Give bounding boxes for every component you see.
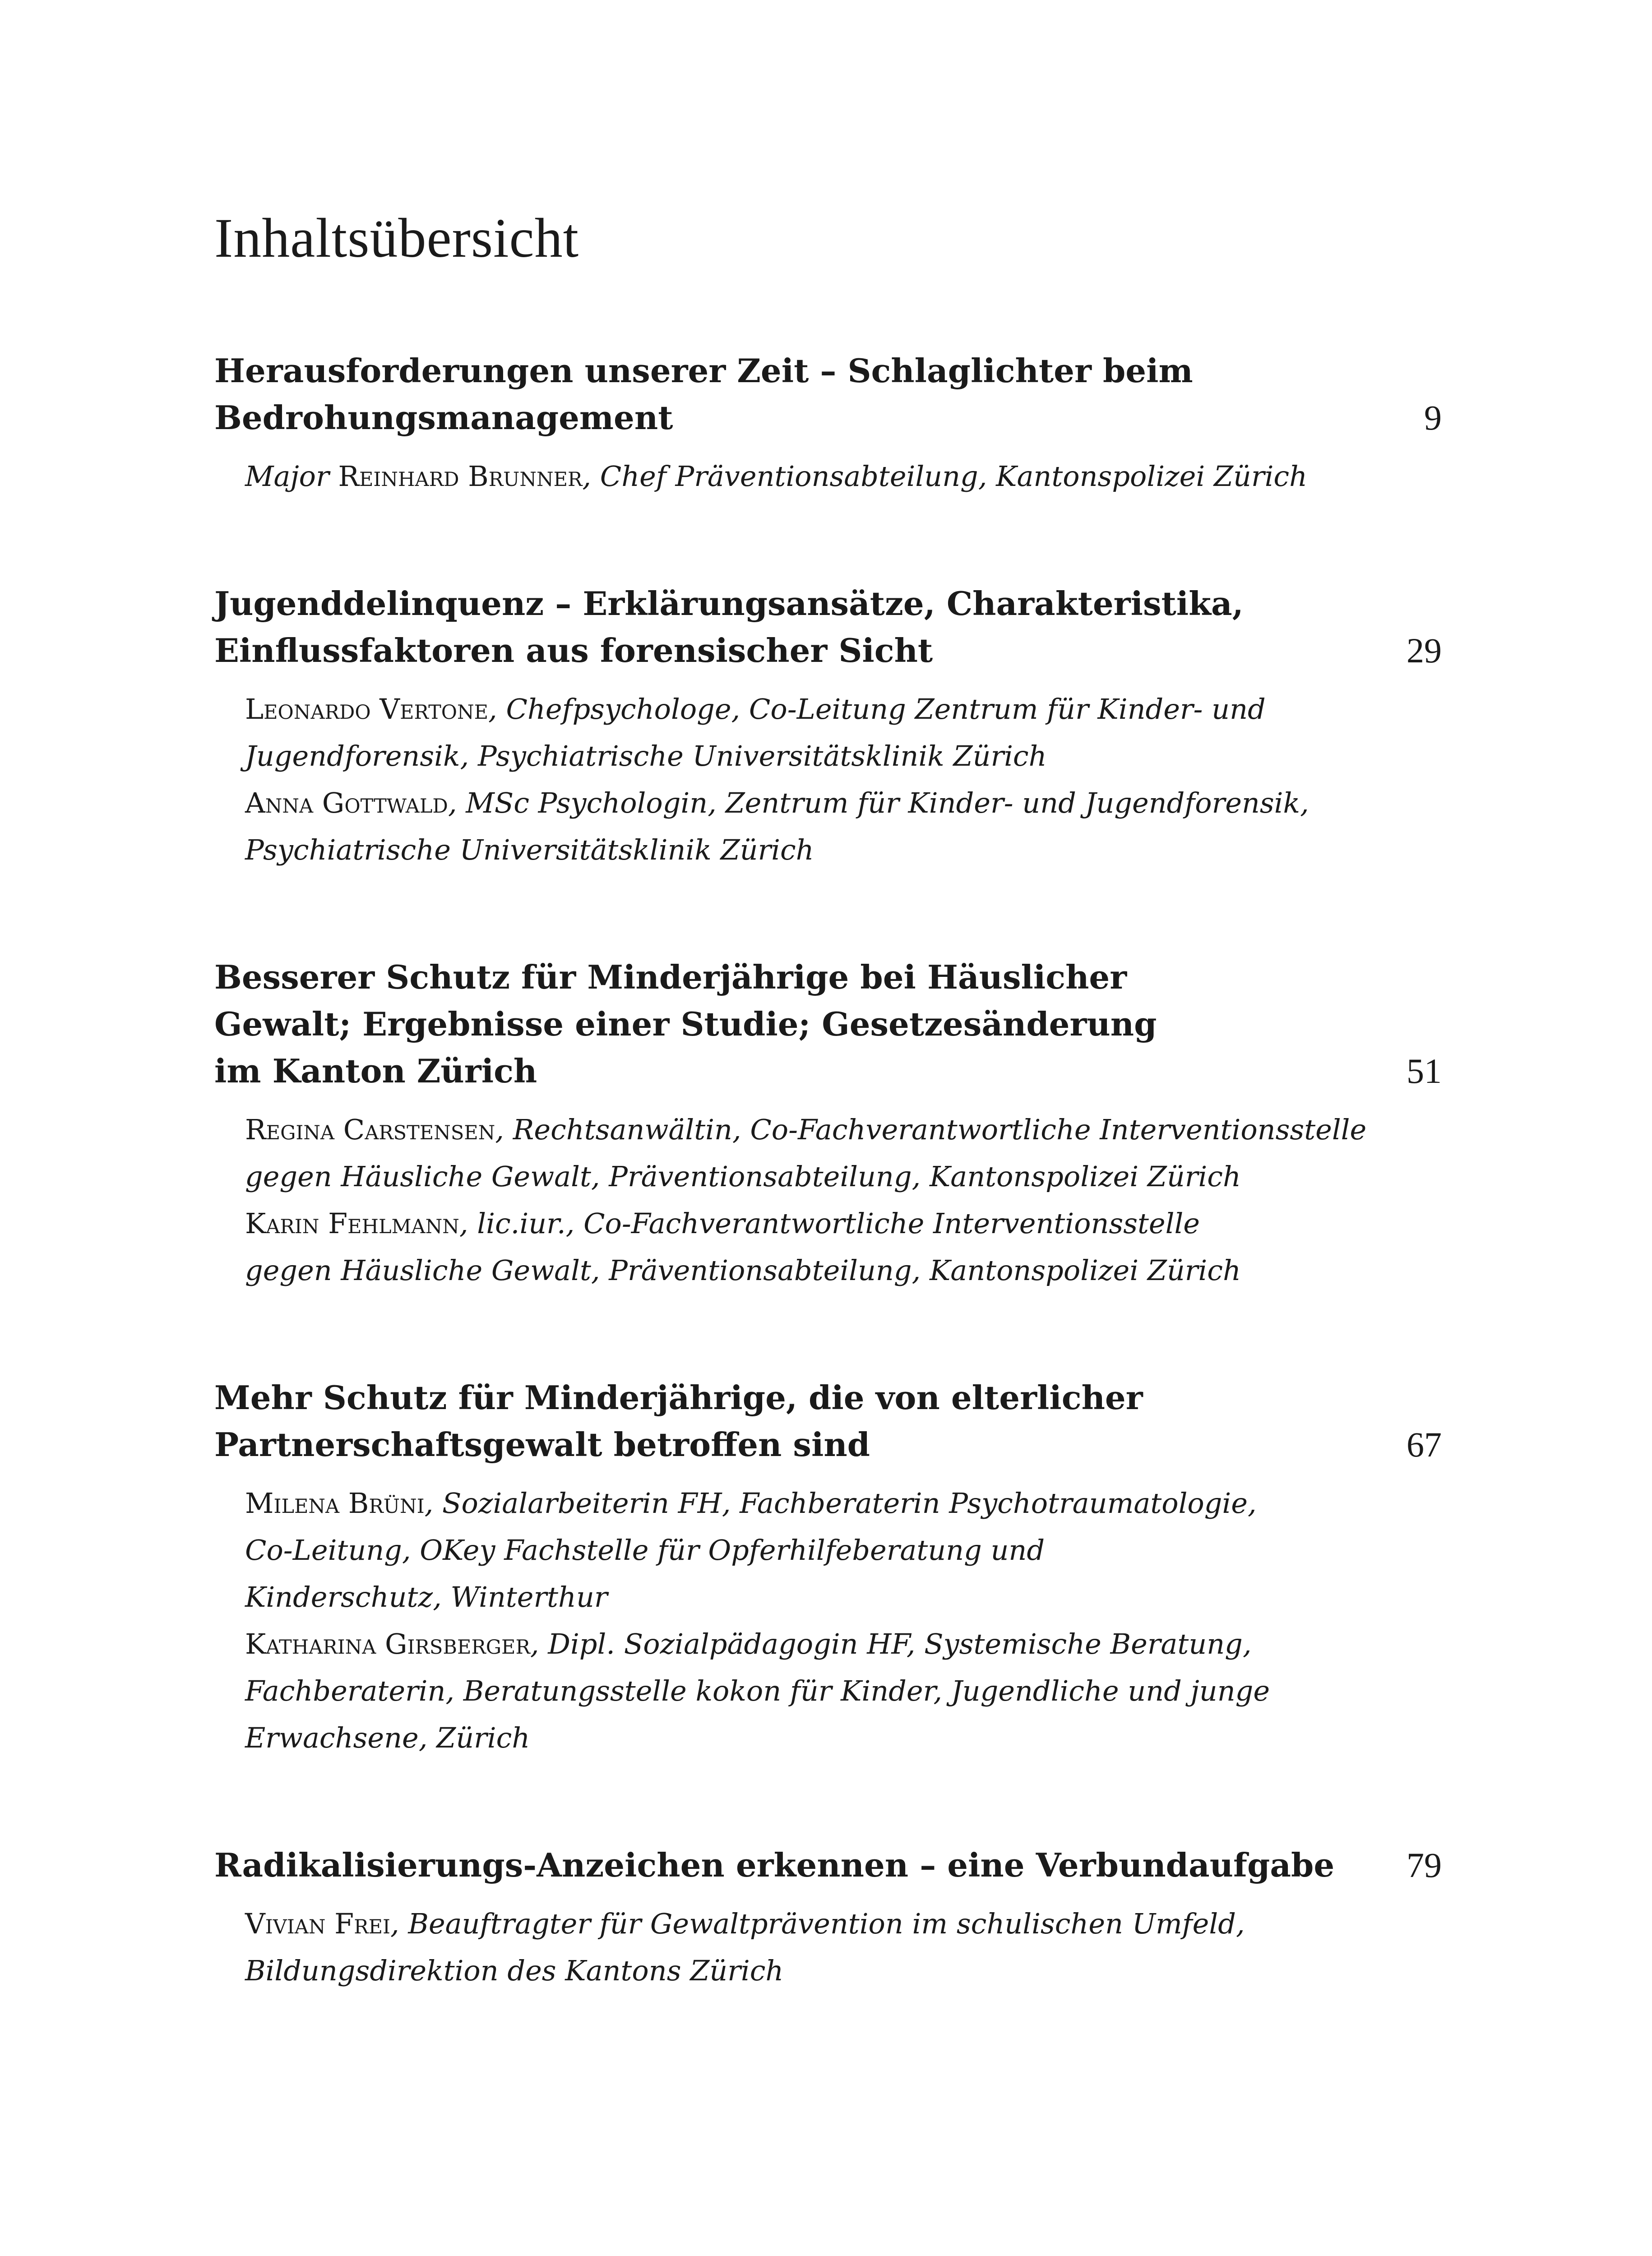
entry-title-line: Mehr Schutz für Minderjährige, die von elterlicher [214,1378,1143,1417]
author-affiliation: Bildungsdirektion des Kantons Zürich [245,1954,784,1987]
author-line [245,1200,1442,1247]
author-affiliation: Erwachsene, Zürich [245,1721,530,1754]
author-affiliation: gegen Häusliche Gewalt, Präventionsabteilung, Kantonspolizei Zürich [245,1254,1241,1287]
toc-entry [214,347,1442,500]
entry-title-line: Herausforderungen unserer Zeit – Schlaglichter beim [214,351,1193,390]
author-line [245,1153,1442,1200]
author-line [245,1947,1442,1994]
entry-title [214,1374,1360,1468]
toc-entry [214,580,1442,874]
author-line [245,780,1442,827]
author-line [245,1480,1442,1527]
entry-title [214,954,1360,1095]
author-affiliation: , Rechtsanwältin, Co-Fachverantwortliche Interventionsstelle [495,1113,1367,1146]
entry-page-number: 51 [1407,1051,1442,1091]
author-affiliation: gegen Häusliche Gewalt, Präventionsabteilung, Kantonspolizei Zürich [245,1160,1241,1193]
entry-authors [214,453,1442,500]
page-title: Inhaltsübersicht [214,207,579,269]
entry-title-line: Partnerschaftsgewalt betroffen sind [214,1425,870,1464]
table-of-contents [214,347,1442,1994]
author-line [245,827,1442,874]
entry-title-line: im Kanton Zürich [214,1052,537,1090]
entry-title-line: Einflussfaktoren aus forensischer Sicht [214,631,933,670]
entry-title-line: Besserer Schutz für Minderjährige bei Häuslicher [214,958,1127,996]
entry-authors [214,686,1442,874]
entry-title [214,580,1360,674]
author-line [245,1247,1442,1294]
author-affiliation: , Dipl. Sozialpädagogin HF, Systemische Beratung, [530,1627,1252,1660]
author-affiliation: Jugendforensik, Psychiatrische Universitätsklinik Zürich [245,740,1047,772]
entry-title-line: Jugenddelinquenz – Erklärungsansätze, Charakteristika, [214,584,1244,623]
author-line [245,1106,1442,1153]
author-line [245,1621,1442,1668]
author-line [245,1900,1442,1947]
author-affiliation: , Beauftragter für Gewaltprävention im schulischen Umfeld, [390,1907,1245,1940]
author-name: Reinhard Brunner [338,460,583,493]
author-affiliation: Psychiatrische Universitätsklinik Zürich [245,833,814,866]
author-affiliation: , Sozialarbeiterin FH, Fachberaterin Psychotraumatologie, [424,1487,1257,1520]
entry-page-number: 9 [1424,398,1442,437]
author-line [245,1668,1442,1715]
author-name: Katharina Girsberger [245,1627,530,1660]
author-name: Vivian Frei [245,1907,390,1940]
entry-title-line: Radikalisierungs-Anzeichen erkennen – eine Verbundaufgabe [214,1846,1335,1884]
author-line [245,1715,1442,1761]
author-affiliation: , Chef Präventionsabteilung, Kantonspolizei Zürich [582,460,1308,493]
author-affiliation: , Chefpsychologe, Co-Leitung Zentrum für Kinder- und [488,693,1266,726]
entry-title-line: Bedrohungsmanagement [214,398,673,437]
author-name: Anna Gottwald [245,786,448,819]
author-affiliation: Fachberaterin, Beratungsstelle kokon für Kinder, Jugendliche und junge [245,1674,1270,1707]
entry-title [214,1842,1360,1889]
author-affiliation: , MSc Psychologin, Zentrum für Kinder- und Jugendforensik, [448,786,1309,819]
author-prefix: Major [245,460,338,493]
entry-title-line: Gewalt; Ergebnisse einer Studie; Gesetzesänderung [214,1005,1157,1043]
author-affiliation: Co-Leitung, OKey Fachstelle für Opferhilfeberatung und [245,1534,1045,1567]
author-affiliation: Kinderschutz, Winterthur [245,1581,608,1613]
author-line [245,733,1442,780]
entry-authors [214,1900,1442,1994]
author-line [245,1574,1442,1621]
entry-page-number: 67 [1407,1425,1442,1464]
toc-entry [214,1842,1442,1994]
entry-page-number: 29 [1407,631,1442,670]
entry-page-number: 79 [1407,1845,1442,1885]
author-name: Milena Brüni [245,1487,425,1520]
author-name: Karin Fehlmann [245,1207,459,1240]
author-line [245,686,1442,733]
entry-authors [214,1106,1442,1294]
author-line [245,1527,1442,1574]
author-name: Regina Carstensen [245,1113,495,1146]
author-affiliation: , lic.iur., Co-Fachverantwortliche Interventionsstelle [459,1207,1200,1240]
author-name: Leonardo Vertone [245,693,489,726]
toc-entry [214,1374,1442,1761]
toc-entry [214,954,1442,1294]
author-line [245,453,1442,500]
entry-authors [214,1480,1442,1761]
entry-title [214,347,1360,441]
